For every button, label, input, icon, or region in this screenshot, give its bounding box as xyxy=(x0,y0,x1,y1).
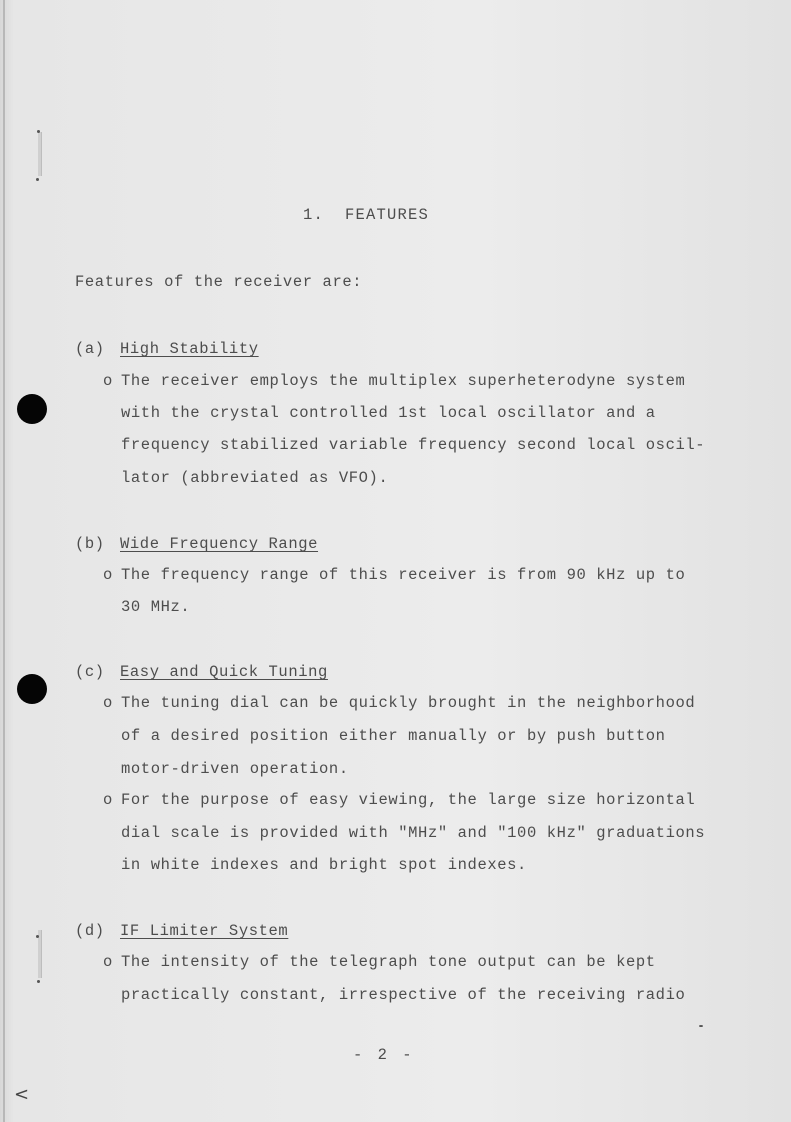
item-title-a: High Stability xyxy=(120,340,259,358)
text-line: frequency stabilized variable frequency second local oscil- xyxy=(121,436,706,454)
text-line: of a desired position either manually or by push button xyxy=(121,727,666,745)
text-line: The intensity of the telegraph tone output can be kept xyxy=(121,953,656,971)
punch-hole-top xyxy=(17,394,47,424)
bullet-marker: o xyxy=(103,694,113,712)
speck xyxy=(699,1025,703,1027)
staple-dot xyxy=(37,130,40,133)
page-edge-shadow xyxy=(3,0,5,1122)
bullet-marker: o xyxy=(103,791,113,809)
item-title-b: Wide Frequency Range xyxy=(120,535,319,553)
text-line: The receiver employs the multiplex superheterodyne system xyxy=(121,372,686,390)
staple-mark-top xyxy=(38,132,42,176)
text-line: For the purpose of easy viewing, the large size horizontal xyxy=(121,791,696,809)
item-label-d: (d) xyxy=(75,922,105,940)
section-heading: 1. FEATURES xyxy=(303,206,430,224)
text-line: practically constant, irrespective of the receiving radio xyxy=(121,986,686,1004)
staple-dot xyxy=(37,980,40,983)
item-title-c: Easy and Quick Tuning xyxy=(120,663,328,681)
text-line: in white indexes and bright spot indexes. xyxy=(121,856,527,874)
margin-pencil-mark: < xyxy=(14,1084,30,1105)
bullet-marker: o xyxy=(103,953,113,971)
text-line: with the crystal controlled 1st local oscillator and a xyxy=(121,404,656,422)
item-label-b: (b) xyxy=(75,535,105,553)
intro-text: Features of the receiver are: xyxy=(75,273,363,291)
bullet-marker: o xyxy=(103,372,113,390)
text-line: The tuning dial can be quickly brought in the neighborhood xyxy=(121,694,696,712)
punch-hole-middle xyxy=(17,674,47,704)
text-line: 30 MHz. xyxy=(121,598,191,616)
text-line: lator (abbreviated as VFO). xyxy=(121,469,389,487)
bullet-marker: o xyxy=(103,566,113,584)
item-label-c: (c) xyxy=(75,663,105,681)
item-label-a: (a) xyxy=(75,340,105,358)
staple-dot xyxy=(36,935,39,938)
text-line: The frequency range of this receiver is from 90 kHz up to xyxy=(121,566,686,584)
page-number: - 2 - xyxy=(353,1046,415,1064)
item-title-d: IF Limiter System xyxy=(120,922,289,940)
text-line: motor-driven operation. xyxy=(121,760,349,778)
text-line: dial scale is provided with "MHz" and "100 kHz" graduations xyxy=(121,824,706,842)
staple-dot xyxy=(36,178,39,181)
